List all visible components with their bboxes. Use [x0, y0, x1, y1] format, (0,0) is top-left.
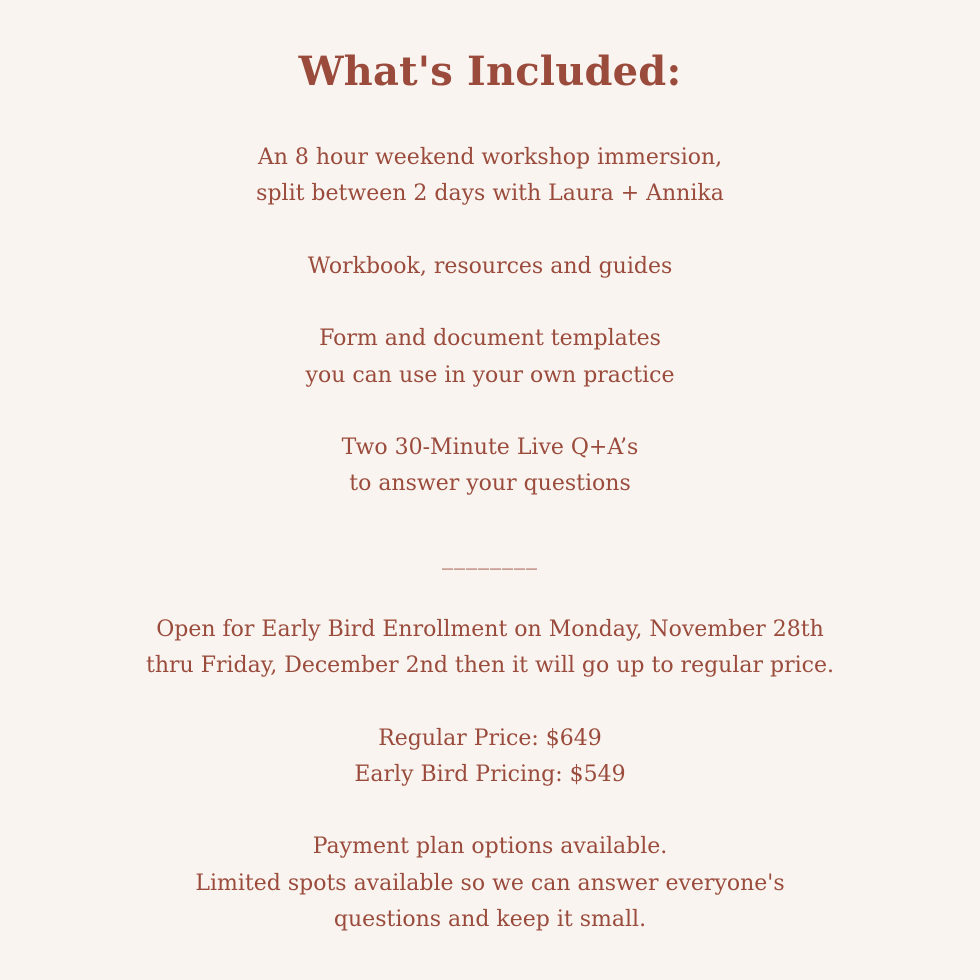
divider: ________ — [442, 545, 538, 570]
payment-plan-note: Payment plan options available. — [312, 834, 668, 859]
page-title: What's Included: — [298, 48, 682, 95]
included-item-qa-line-1: Two 30-Minute Live Q+A’s — [341, 435, 639, 460]
limited-spots-note-line-2: questions and keep it small. — [333, 907, 647, 932]
included-item-workshop-line-2: split between 2 days with Laura + Annika — [256, 181, 724, 206]
early-bird-price: Early Bird Pricing: $549 — [354, 762, 626, 787]
enrollment-line-1: Open for Early Bird Enrollment on Monday, November 28th — [156, 617, 824, 642]
included-item-templates-line-1: Form and document templates — [319, 326, 661, 351]
limited-spots-note-line-1: Limited spots available so we can answer everyone's — [195, 871, 785, 896]
included-item-qa-line-2: to answer your questions — [349, 471, 631, 496]
included-item-workbook: Workbook, resources and guides — [307, 254, 673, 279]
included-item-workshop-line-1: An 8 hour weekend workshop immersion, — [257, 145, 723, 170]
enrollment-line-2: thru Friday, December 2nd then it will go up to regular price. — [146, 653, 834, 678]
regular-price: Regular Price: $649 — [378, 726, 602, 751]
included-item-templates-line-2: you can use in your own practice — [305, 363, 675, 388]
